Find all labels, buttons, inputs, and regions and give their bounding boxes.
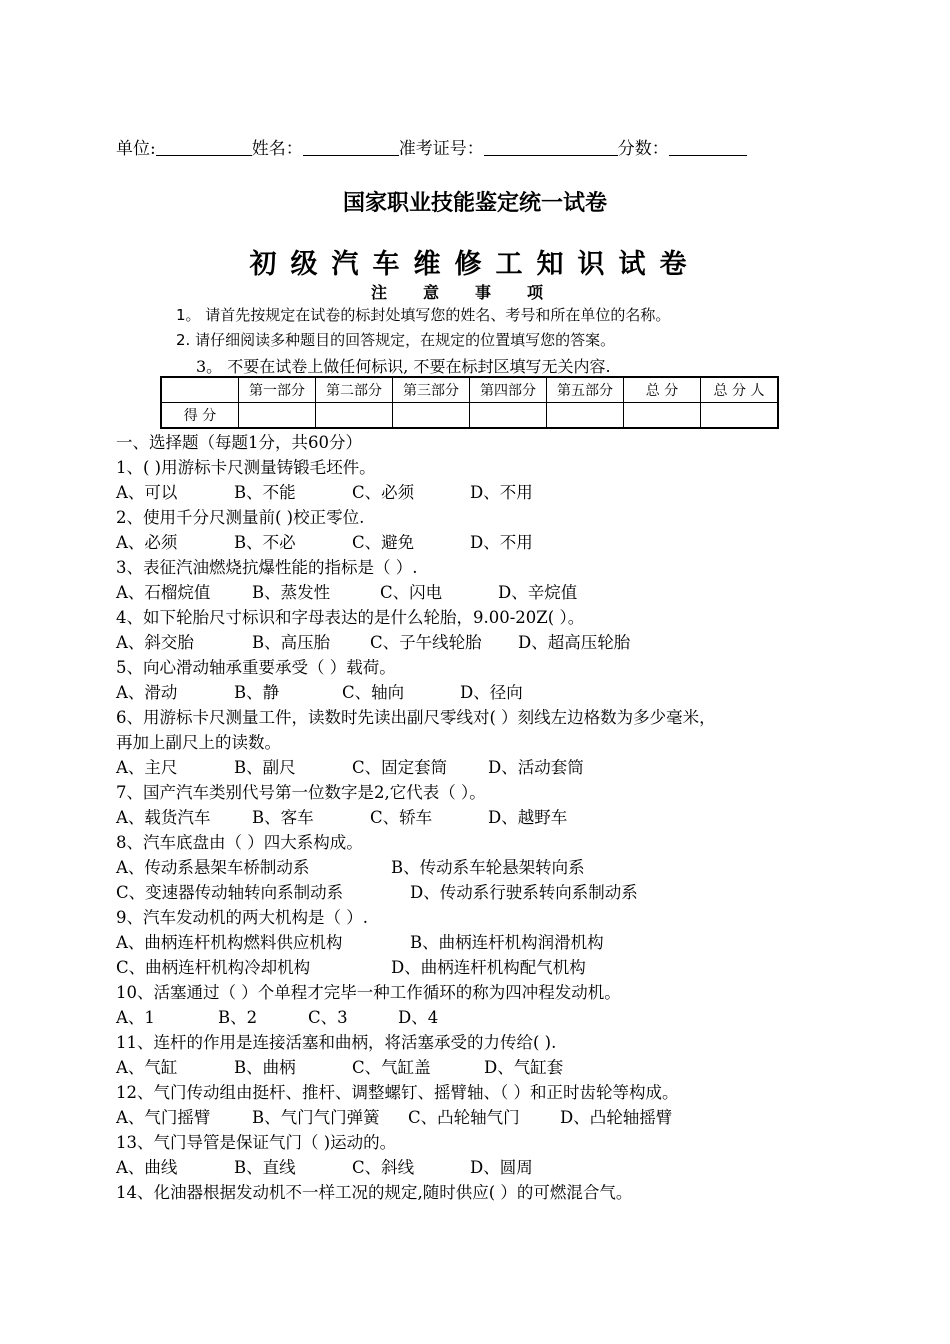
option: C、轴向	[342, 683, 405, 702]
question-options	[116, 1107, 672, 1129]
option: A、斜交胎	[116, 633, 194, 652]
option: B、不必	[234, 533, 296, 552]
score-row-label: 得 分	[161, 403, 239, 429]
question-text-continued: 再加上副尺上的读数。	[116, 733, 281, 752]
score-cell	[470, 403, 547, 429]
option: A、主尺	[116, 758, 178, 777]
score-cell	[239, 403, 316, 429]
option: A、传动系悬架车桥制动系	[116, 858, 310, 877]
name-label: 姓名：	[251, 139, 303, 159]
option: B、客车	[252, 808, 314, 827]
option: A、1	[116, 1008, 155, 1027]
option: A、气缸	[116, 1058, 178, 1077]
score-cell	[547, 403, 624, 429]
score-table-header: 第四部分	[470, 377, 547, 403]
score-table-corner	[161, 377, 239, 403]
question-text: 11、连杆的作用是连接活塞和曲柄，将活塞承受的力传给( ).	[116, 1033, 557, 1052]
option: B、曲柄	[234, 1058, 296, 1077]
option: D、不用	[470, 533, 533, 552]
question-options	[116, 857, 585, 879]
notice-item-2: 2. 请仔细阅读多种题目的回答规定，在规定的位置填写您的答案。	[176, 331, 616, 349]
question-text: 6、用游标卡尺测量工件，读数时先读出副尺零线对( ）刻线左边格数为多少毫米，	[116, 708, 716, 727]
exam-subtitle: 初级汽车维修工知识试卷	[249, 249, 701, 280]
question-text: 2、使用千分尺测量前( )校正零位.	[116, 508, 365, 527]
candidate-info-line	[116, 134, 747, 159]
score-cell	[393, 403, 470, 429]
option: C、变速器传动轴转向系制动系	[116, 883, 344, 902]
question-text: 7、国产汽车类别代号第一位数字是2,它代表（ ）。	[116, 783, 486, 802]
unit-label: 单位:	[116, 139, 156, 159]
option: D、活动套筒	[488, 758, 584, 777]
question-options	[116, 582, 577, 604]
score-cell	[624, 403, 701, 429]
question-text: 1、( )用游标卡尺测量铸锻毛坯件。	[116, 458, 376, 477]
score-table-score-row	[161, 403, 778, 429]
score-label: 分数：	[617, 139, 669, 159]
option: C、子午线轮胎	[370, 633, 482, 652]
option: C、3	[308, 1008, 348, 1027]
question-options	[116, 882, 638, 904]
question-text: 9、汽车发动机的两大机构是（ ）.	[116, 908, 368, 927]
option: D、凸轮轴摇臂	[560, 1108, 673, 1127]
option: B、副尺	[234, 758, 296, 777]
option: B、静	[234, 683, 280, 702]
option: D、气缸套	[484, 1058, 564, 1077]
question-text: 10、活塞通过（ ）个单程才完毕一种工作循环的称为四冲程发动机。	[116, 983, 621, 1002]
option: C、避免	[352, 533, 415, 552]
option: D、圆周	[470, 1158, 533, 1177]
question-options	[116, 1157, 533, 1179]
score-table-header: 第五部分	[547, 377, 624, 403]
score-table-header: 第一部分	[239, 377, 316, 403]
exam-no-blank	[484, 139, 618, 156]
question-text: 5、向心滑动轴承重要承受（ ）载荷。	[116, 658, 396, 677]
option: B、2	[218, 1008, 258, 1027]
question-options	[116, 957, 586, 979]
question-text: 13、气门导管是保证气门（ )运动的。	[116, 1133, 397, 1152]
name-blank	[303, 139, 399, 156]
option: D、曲柄连杆机构配气机构	[391, 958, 586, 977]
option: B、传动系车轮悬架转向系	[391, 858, 585, 877]
section-heading: 一、选择题（每题1分，共60分）	[116, 433, 362, 452]
notice-item-3: 3。 不要在试卷上做任何标识, 不要在标封区填写无关内容.	[196, 357, 611, 376]
question-text: 8、汽车底盘由（ ）四大系构成。	[116, 833, 363, 852]
score-table-header-row	[161, 377, 778, 403]
question-options	[116, 1057, 563, 1079]
option: B、不能	[234, 483, 296, 502]
option: C、必须	[352, 483, 415, 502]
question-options	[116, 532, 533, 554]
option: A、必须	[116, 533, 178, 552]
option: B、蒸发性	[252, 583, 331, 602]
option: B、曲柄连杆机构润滑机构	[410, 933, 604, 952]
option: D、辛烷值	[498, 583, 578, 602]
notice-title: 注意事项	[370, 283, 579, 302]
option: C、凸轮轴气门	[408, 1108, 520, 1127]
question-text: 12、气门传动组由挺杆、推杆、调整螺钉、摇臂轴、（ ）和正时齿轮等构成。	[116, 1083, 679, 1102]
question-text: 14、化油器根据发动机不一样工况的规定,随时供应( ）的可燃混合气。	[116, 1183, 633, 1202]
option: D、越野车	[488, 808, 568, 827]
option: C、固定套筒	[352, 758, 448, 777]
score-table-header: 总 分	[624, 377, 701, 403]
option: C、曲柄连杆机构冷却机构	[116, 958, 311, 977]
question-options	[116, 682, 523, 704]
option: C、轿车	[370, 808, 433, 827]
exam-title: 国家职业技能鉴定统一试卷	[342, 191, 607, 216]
option: D、径向	[460, 683, 523, 702]
option: D、不用	[470, 483, 533, 502]
question-options	[116, 757, 584, 779]
option: B、气门气门弹簧	[252, 1108, 380, 1127]
option: A、气门摇臂	[116, 1108, 211, 1127]
option: B、高压胎	[252, 633, 331, 652]
score-table-header: 第二部分	[316, 377, 393, 403]
option: A、载货汽车	[116, 808, 211, 827]
question-options	[116, 632, 630, 654]
option: D、超高压轮胎	[518, 633, 631, 652]
option: A、可以	[116, 483, 178, 502]
option: C、斜线	[352, 1158, 415, 1177]
option: A、滑动	[116, 683, 178, 702]
question-text: 4、如下轮胎尺寸标识和字母表达的是什么轮胎，9.00-20Z( ）。	[116, 608, 585, 627]
score-cell	[316, 403, 393, 429]
option: A、石榴烷值	[116, 583, 211, 602]
question-options	[116, 807, 567, 829]
score-table-header: 第三部分	[393, 377, 470, 403]
option: D、传动系行驶系转向系制动系	[410, 883, 638, 902]
score-cell	[701, 403, 779, 429]
score-table-header: 总 分 人	[701, 377, 779, 403]
unit-blank	[156, 139, 252, 156]
question-options	[116, 1007, 438, 1029]
question-options	[116, 932, 604, 954]
question-options	[116, 482, 533, 504]
exam-no-label: 准考证号：	[398, 139, 484, 159]
option: B、直线	[234, 1158, 296, 1177]
score-table	[160, 376, 779, 429]
option: A、曲线	[116, 1158, 178, 1177]
question-text: 3、表征汽油燃烧抗爆性能的指标是（ ）.	[116, 558, 418, 577]
option: C、闪电	[380, 583, 443, 602]
option: A、曲柄连杆机构燃料供应机构	[116, 933, 343, 952]
notice-item-1: 1。 请首先按规定在试卷的标封处填写您的姓名、考号和所在单位的名称。	[176, 306, 671, 324]
option: D、4	[398, 1008, 439, 1027]
option: C、气缸盖	[352, 1058, 431, 1077]
score-blank	[669, 139, 747, 156]
